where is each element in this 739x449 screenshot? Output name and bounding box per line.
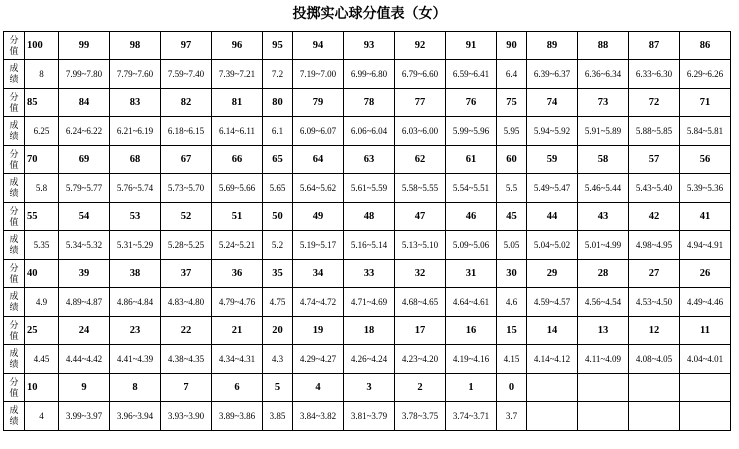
perf-cell: 4.41~4.39 (110, 345, 161, 374)
perf-cell: 3.85 (263, 402, 293, 431)
score-cell: 39 (59, 260, 110, 288)
perf-cell: 4.68~4.65 (395, 288, 446, 317)
score-cell: 76 (446, 89, 497, 117)
score-label-char: 值 (9, 387, 19, 398)
perf-cell: 4.19~4.16 (446, 345, 497, 374)
perf-cell: 3.81~3.79 (344, 402, 395, 431)
score-cell: 46 (446, 203, 497, 231)
score-cell: 12 (629, 317, 680, 345)
score-cell: 31 (446, 260, 497, 288)
score-cell: 85 (25, 89, 59, 117)
perf-cell: 4.83~4.80 (161, 288, 212, 317)
score-cell: 95 (263, 32, 293, 60)
score-cell: 53 (110, 203, 161, 231)
score-cell: 45 (497, 203, 527, 231)
score-cell: 93 (344, 32, 395, 60)
perf-cell: 6.36~6.34 (578, 60, 629, 89)
perf-cell: 3.78~3.75 (395, 402, 446, 431)
score-cell: 15 (497, 317, 527, 345)
perf-label-char: 成 (9, 291, 19, 301)
perf-cell: 5.31~5.29 (110, 231, 161, 260)
perf-cell: 5.35 (25, 231, 59, 260)
perf-cell: 6.1 (263, 117, 293, 146)
perf-cell: 4.11~4.09 (578, 345, 629, 374)
perf-row (4, 231, 731, 260)
score-cell: 10 (25, 374, 59, 402)
score-cell (680, 374, 731, 402)
score-label-cell (4, 374, 25, 402)
score-cell: 25 (25, 317, 59, 345)
perf-cell: 7.99~7.80 (59, 60, 110, 89)
perf-cell: 5.69~5.66 (212, 174, 263, 203)
perf-cell: 5.05 (497, 231, 527, 260)
perf-cell: 4 (25, 402, 59, 431)
perf-cell: 4.75 (263, 288, 293, 317)
perf-label-char: 绩 (9, 302, 19, 312)
score-cell (527, 374, 578, 402)
perf-cell: 4.45 (25, 345, 59, 374)
score-cell: 58 (578, 146, 629, 174)
perf-cell: 4.89~4.87 (59, 288, 110, 317)
score-cell: 20 (263, 317, 293, 345)
score-cell: 4 (293, 374, 344, 402)
perf-cell: 5.01~4.99 (578, 231, 629, 260)
perf-cell: 5.04~5.02 (527, 231, 578, 260)
score-cell: 19 (293, 317, 344, 345)
perf-cell: 6.39~6.37 (527, 60, 578, 89)
perf-cell: 4.6 (497, 288, 527, 317)
perf-label-char: 成 (9, 63, 19, 73)
score-cell (629, 374, 680, 402)
score-cell: 2 (395, 374, 446, 402)
perf-label-char: 绩 (9, 416, 19, 426)
score-cell: 28 (578, 260, 629, 288)
score-cell: 75 (497, 89, 527, 117)
perf-cell: 6.03~6.00 (395, 117, 446, 146)
score-label-char: 值 (9, 102, 19, 113)
perf-label-cell (4, 60, 25, 89)
perf-cell: 7.19~7.00 (293, 60, 344, 89)
perf-cell: 4.64~4.61 (446, 288, 497, 317)
perf-cell: 5.34~5.32 (59, 231, 110, 260)
perf-cell: 5.73~5.70 (161, 174, 212, 203)
perf-label-char: 绩 (9, 74, 19, 84)
perf-cell: 5.54~5.51 (446, 174, 497, 203)
perf-cell: 4.53~4.50 (629, 288, 680, 317)
score-cell: 56 (680, 146, 731, 174)
perf-cell: 6.25 (25, 117, 59, 146)
perf-label-cell (4, 402, 25, 431)
score-cell: 18 (344, 317, 395, 345)
score-row (4, 32, 731, 60)
score-cell: 50 (263, 203, 293, 231)
score-label-char: 分 (9, 262, 19, 273)
score-cell: 55 (25, 203, 59, 231)
perf-cell: 4.71~4.69 (344, 288, 395, 317)
score-cell: 84 (59, 89, 110, 117)
score-cell: 41 (680, 203, 731, 231)
score-cell: 59 (527, 146, 578, 174)
score-cell: 38 (110, 260, 161, 288)
score-cell: 67 (161, 146, 212, 174)
perf-label-cell (4, 174, 25, 203)
score-cell: 24 (59, 317, 110, 345)
score-table (3, 31, 731, 431)
score-cell: 98 (110, 32, 161, 60)
score-cell: 97 (161, 32, 212, 60)
score-cell (578, 374, 629, 402)
perf-cell: 3.7 (497, 402, 527, 431)
score-cell: 73 (578, 89, 629, 117)
perf-label-char: 成 (9, 234, 19, 244)
score-label-cell (4, 146, 25, 174)
perf-cell: 4.38~4.35 (161, 345, 212, 374)
score-cell: 62 (395, 146, 446, 174)
score-cell: 89 (527, 32, 578, 60)
perf-row (4, 60, 731, 89)
perf-label-char: 绩 (9, 245, 19, 255)
perf-cell: 5.79~5.77 (59, 174, 110, 203)
score-row (4, 260, 731, 288)
perf-cell: 4.34~4.31 (212, 345, 263, 374)
perf-cell: 5.94~5.92 (527, 117, 578, 146)
perf-cell: 4.26~4.24 (344, 345, 395, 374)
perf-cell: 4.79~4.76 (212, 288, 263, 317)
score-cell: 71 (680, 89, 731, 117)
perf-cell: 4.23~4.20 (395, 345, 446, 374)
perf-cell: 5.43~5.40 (629, 174, 680, 203)
perf-cell: 3.89~3.86 (212, 402, 263, 431)
score-label-char: 值 (9, 330, 19, 341)
perf-cell: 5.64~5.62 (293, 174, 344, 203)
score-cell: 21 (212, 317, 263, 345)
perf-cell: 6.99~6.80 (344, 60, 395, 89)
score-cell: 7 (161, 374, 212, 402)
perf-cell: 4.08~4.05 (629, 345, 680, 374)
perf-cell: 8 (25, 60, 59, 89)
perf-cell: 4.44~4.42 (59, 345, 110, 374)
score-label-char: 分 (9, 91, 19, 102)
perf-cell: 6.24~6.22 (59, 117, 110, 146)
score-cell: 36 (212, 260, 263, 288)
score-cell: 68 (110, 146, 161, 174)
score-cell: 3 (344, 374, 395, 402)
score-label-cell (4, 260, 25, 288)
perf-cell: 5.5 (497, 174, 527, 203)
score-cell: 52 (161, 203, 212, 231)
score-cell: 33 (344, 260, 395, 288)
perf-cell: 4.98~4.95 (629, 231, 680, 260)
score-cell: 6 (212, 374, 263, 402)
perf-cell: 5.65 (263, 174, 293, 203)
perf-label-cell (4, 231, 25, 260)
score-label-char: 分 (9, 319, 19, 330)
score-cell: 80 (263, 89, 293, 117)
score-row (4, 374, 731, 402)
score-cell: 0 (497, 374, 527, 402)
perf-cell: 5.24~5.21 (212, 231, 263, 260)
perf-row (4, 345, 731, 374)
perf-label-char: 绩 (9, 188, 19, 198)
perf-label-cell (4, 345, 25, 374)
perf-cell: 5.16~5.14 (344, 231, 395, 260)
perf-cell: 5.76~5.74 (110, 174, 161, 203)
perf-cell (629, 402, 680, 431)
perf-label-char: 成 (9, 405, 19, 415)
score-cell: 77 (395, 89, 446, 117)
perf-cell: 4.3 (263, 345, 293, 374)
perf-row (4, 402, 731, 431)
score-label-char: 值 (9, 273, 19, 284)
score-cell: 16 (446, 317, 497, 345)
perf-cell: 3.96~3.94 (110, 402, 161, 431)
score-cell: 17 (395, 317, 446, 345)
score-cell: 23 (110, 317, 161, 345)
perf-cell: 7.39~7.21 (212, 60, 263, 89)
perf-cell: 4.04~4.01 (680, 345, 731, 374)
perf-label-char: 成 (9, 348, 19, 358)
score-cell: 70 (25, 146, 59, 174)
perf-cell: 7.2 (263, 60, 293, 89)
score-label-cell (4, 203, 25, 231)
perf-cell: 5.8 (25, 174, 59, 203)
score-label-cell (4, 32, 25, 60)
score-cell: 99 (59, 32, 110, 60)
perf-cell: 5.58~5.55 (395, 174, 446, 203)
perf-cell: 6.59~6.41 (446, 60, 497, 89)
score-row (4, 317, 731, 345)
perf-cell: 4.29~4.27 (293, 345, 344, 374)
score-cell: 91 (446, 32, 497, 60)
perf-cell: 6.14~6.11 (212, 117, 263, 146)
perf-cell (527, 402, 578, 431)
score-cell: 92 (395, 32, 446, 60)
score-cell: 42 (629, 203, 680, 231)
perf-cell: 7.79~7.60 (110, 60, 161, 89)
score-cell: 27 (629, 260, 680, 288)
score-label-char: 值 (9, 216, 19, 227)
perf-cell: 5.39~5.36 (680, 174, 731, 203)
score-cell: 96 (212, 32, 263, 60)
perf-cell: 5.19~5.17 (293, 231, 344, 260)
score-label-cell (4, 317, 25, 345)
score-cell: 32 (395, 260, 446, 288)
score-cell: 13 (578, 317, 629, 345)
score-cell: 35 (263, 260, 293, 288)
perf-cell: 4.86~4.84 (110, 288, 161, 317)
perf-cell: 5.88~5.85 (629, 117, 680, 146)
score-cell: 49 (293, 203, 344, 231)
score-cell: 26 (680, 260, 731, 288)
perf-cell: 4.56~4.54 (578, 288, 629, 317)
perf-label-char: 成 (9, 177, 19, 187)
perf-cell: 6.29~6.26 (680, 60, 731, 89)
score-cell: 87 (629, 32, 680, 60)
score-cell: 78 (344, 89, 395, 117)
score-cell: 9 (59, 374, 110, 402)
score-label-char: 值 (9, 45, 19, 56)
score-cell: 44 (527, 203, 578, 231)
score-cell: 22 (161, 317, 212, 345)
score-cell: 90 (497, 32, 527, 60)
table-title: 投掷实心球分值表（女） (292, 6, 447, 22)
perf-cell: 6.4 (497, 60, 527, 89)
score-label-char: 值 (9, 159, 19, 170)
perf-cell: 3.99~3.97 (59, 402, 110, 431)
perf-label-cell (4, 117, 25, 146)
score-cell: 72 (629, 89, 680, 117)
score-cell: 60 (497, 146, 527, 174)
score-cell: 64 (293, 146, 344, 174)
perf-cell: 6.21~6.19 (110, 117, 161, 146)
score-table-body (4, 32, 731, 431)
score-cell: 69 (59, 146, 110, 174)
perf-cell (578, 402, 629, 431)
score-cell: 63 (344, 146, 395, 174)
perf-label-char: 成 (9, 120, 19, 130)
perf-cell: 5.28~5.25 (161, 231, 212, 260)
perf-cell: 4.59~4.57 (527, 288, 578, 317)
perf-cell: 5.99~5.96 (446, 117, 497, 146)
score-cell: 88 (578, 32, 629, 60)
score-cell: 83 (110, 89, 161, 117)
score-cell: 29 (527, 260, 578, 288)
perf-label-cell (4, 288, 25, 317)
perf-cell (680, 402, 731, 431)
perf-cell: 3.74~3.71 (446, 402, 497, 431)
score-cell: 86 (680, 32, 731, 60)
score-cell: 11 (680, 317, 731, 345)
score-cell: 34 (293, 260, 344, 288)
perf-cell: 5.46~5.44 (578, 174, 629, 203)
perf-label-char: 绩 (9, 131, 19, 141)
perf-cell: 6.79~6.60 (395, 60, 446, 89)
score-label-cell (4, 89, 25, 117)
perf-cell: 5.91~5.89 (578, 117, 629, 146)
score-cell: 40 (25, 260, 59, 288)
perf-cell: 7.59~7.40 (161, 60, 212, 89)
score-cell: 14 (527, 317, 578, 345)
score-cell: 54 (59, 203, 110, 231)
score-cell: 30 (497, 260, 527, 288)
perf-row (4, 288, 731, 317)
score-cell: 8 (110, 374, 161, 402)
score-label-char: 分 (9, 34, 19, 45)
score-cell: 81 (212, 89, 263, 117)
score-cell: 61 (446, 146, 497, 174)
perf-cell: 5.09~5.06 (446, 231, 497, 260)
score-row (4, 203, 731, 231)
score-cell: 94 (293, 32, 344, 60)
perf-row (4, 117, 731, 146)
score-cell: 51 (212, 203, 263, 231)
perf-cell: 4.49~4.46 (680, 288, 731, 317)
score-row (4, 146, 731, 174)
score-cell: 100 (25, 32, 59, 60)
score-cell: 48 (344, 203, 395, 231)
perf-cell: 5.49~5.47 (527, 174, 578, 203)
perf-cell: 3.84~3.82 (293, 402, 344, 431)
perf-cell: 5.2 (263, 231, 293, 260)
score-cell: 47 (395, 203, 446, 231)
perf-cell: 6.06~6.04 (344, 117, 395, 146)
perf-cell: 4.9 (25, 288, 59, 317)
perf-cell: 5.61~5.59 (344, 174, 395, 203)
score-cell: 43 (578, 203, 629, 231)
score-label-char: 分 (9, 205, 19, 216)
score-cell: 79 (293, 89, 344, 117)
score-cell: 82 (161, 89, 212, 117)
perf-cell: 5.13~5.10 (395, 231, 446, 260)
perf-row (4, 174, 731, 203)
perf-cell: 3.93~3.90 (161, 402, 212, 431)
perf-cell: 6.33~6.30 (629, 60, 680, 89)
score-label-char: 分 (9, 376, 19, 387)
perf-label-char: 绩 (9, 359, 19, 369)
perf-cell: 4.15 (497, 345, 527, 374)
score-cell: 66 (212, 146, 263, 174)
perf-cell: 6.18~6.15 (161, 117, 212, 146)
perf-cell: 4.14~4.12 (527, 345, 578, 374)
score-cell: 74 (527, 89, 578, 117)
score-cell: 65 (263, 146, 293, 174)
score-label-char: 分 (9, 148, 19, 159)
score-row (4, 89, 731, 117)
perf-cell: 5.84~5.81 (680, 117, 731, 146)
score-cell: 5 (263, 374, 293, 402)
score-cell: 1 (446, 374, 497, 402)
perf-cell: 4.94~4.91 (680, 231, 731, 260)
perf-cell: 4.74~4.72 (293, 288, 344, 317)
perf-cell: 6.09~6.07 (293, 117, 344, 146)
score-cell: 57 (629, 146, 680, 174)
score-cell: 37 (161, 260, 212, 288)
perf-cell: 5.95 (497, 117, 527, 146)
